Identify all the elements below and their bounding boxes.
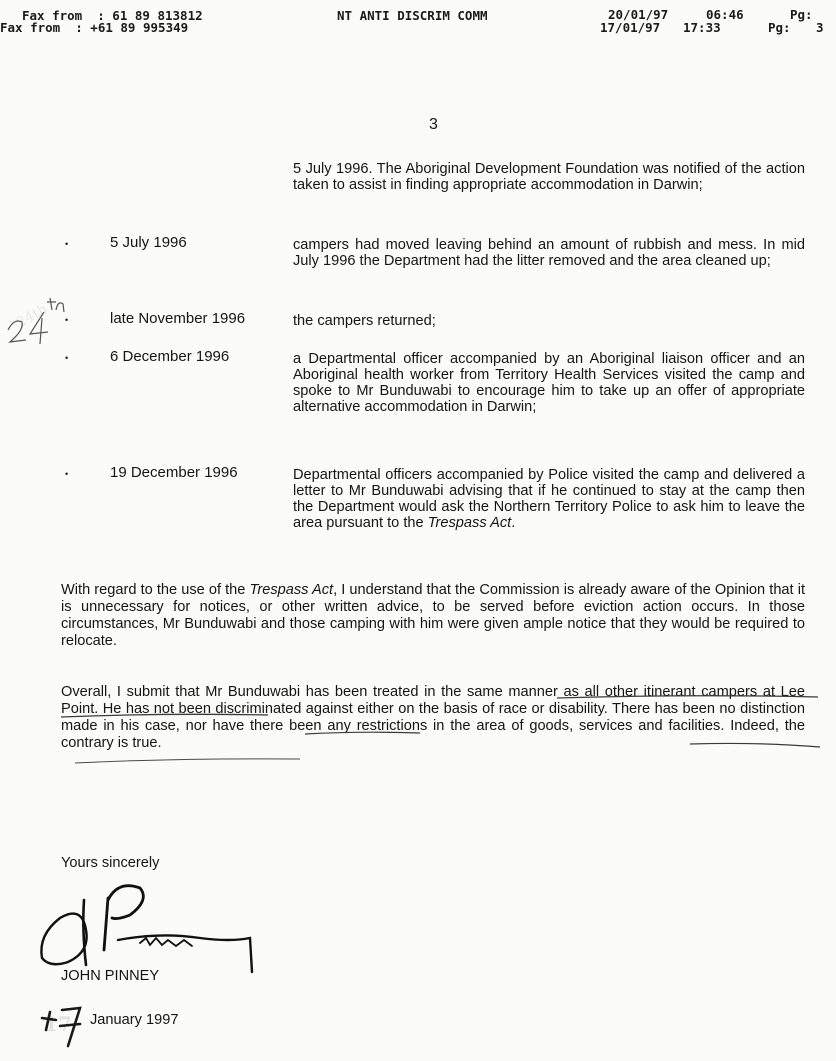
intro-text: 5 July 1996. The Aboriginal Development Foundation was notified of the action taken to assist in finding appropriate accommodation in Darwin;	[293, 161, 805, 193]
fax-header-line1-time: 06:46	[706, 7, 744, 22]
bullet-marker: •	[65, 469, 69, 479]
paragraph-text-rest: , I understand that the Commission is already aware of the Opinion that it is unnecessary for notices, or other written advice, to be served before eviction action occurs. In those circumstances, Mr Bunduwabi and those camping with him were given ample notice that they would be required to relocate.	[61, 582, 806, 649]
fax-header-org: NT ANTI DISCRIM COMM	[337, 8, 488, 23]
signature-drawing	[41, 886, 252, 972]
letter-date: January 1997	[90, 1012, 179, 1028]
paragraph-summary: Overall, I submit that Mr Bunduwabi has been treated in the same manner as all other itinerant campers at Lee Point. He has not been discriminated against either on the basis of race or disability. There has been no distinction made in his case, nor have there been any restrictions in the area of goods, services and facilities. Indeed, the contrary is true.	[61, 684, 805, 751]
underline-mark	[305, 732, 420, 734]
bullet-marker: •	[65, 353, 69, 363]
closing-salutation: Yours sincerely	[61, 855, 160, 871]
fax-header-line2-time: 17:33	[683, 20, 721, 35]
entry-date: late November 1996	[110, 310, 246, 327]
margin-note-text: 24th	[14, 300, 51, 332]
entry-text: the campers returned;	[293, 313, 436, 329]
entry-text: a Departmental officer accompanied by an Aboriginal liaison officer and an Aboriginal health worker from Territory Health Services visited the camp and spoke to Mr Bunduwabi to encourage him to take up an offer of appropriate alternative accommodation in Darwin;	[293, 351, 805, 415]
entry-date: 6 December 1996	[110, 348, 230, 365]
entry-text-main: Departmental officers accompanied by Police visited the camp and delivered a letter to Mr Bunduwabi advising that if he continued to stay at the camp then the Department would ask the Northern Territory Police to ask him to leave the area pursuant to the	[293, 467, 805, 531]
bullet-marker: •	[65, 239, 69, 249]
entry-text-end: .	[511, 515, 516, 531]
paragraph-text-start: With regard to the use of the	[61, 582, 250, 598]
entry-date: 5 July 1996	[110, 234, 187, 251]
underline-mark	[557, 696, 818, 698]
bullet-marker: •	[65, 315, 69, 325]
fax-header-line2-from: Fax from : +61 89 995349	[0, 20, 189, 35]
entry-date: 19 December 1996	[110, 464, 238, 481]
entry-text: campers had moved leaving behind an amount of rubbish and mess. In mid July 1996 the Department had the litter removed and the area cleaned up;	[293, 237, 805, 269]
fax-header-line1-date: 20/01/97	[608, 7, 669, 22]
fax-header-line1-pg: Pg:	[790, 7, 813, 22]
page-number: 3	[429, 116, 438, 133]
entry-text-italic: Trespass Act	[427, 515, 512, 531]
fax-header-line2-pg: Pg:	[768, 20, 791, 35]
underline-mark	[690, 743, 820, 747]
handwritten-day-text: 17	[44, 1012, 72, 1036]
underline-mark	[75, 759, 300, 763]
underline-mark	[61, 714, 268, 717]
paragraph-text-italic: Trespass Act	[249, 582, 334, 598]
fax-header-line2-date: 17/01/97	[600, 20, 661, 35]
fax-header-line2-pg-num: 3	[816, 20, 824, 35]
signatory-name: JOHN PINNEY	[61, 968, 160, 984]
fax-header-line1-from: Fax from : 61 89 813812	[22, 8, 203, 23]
